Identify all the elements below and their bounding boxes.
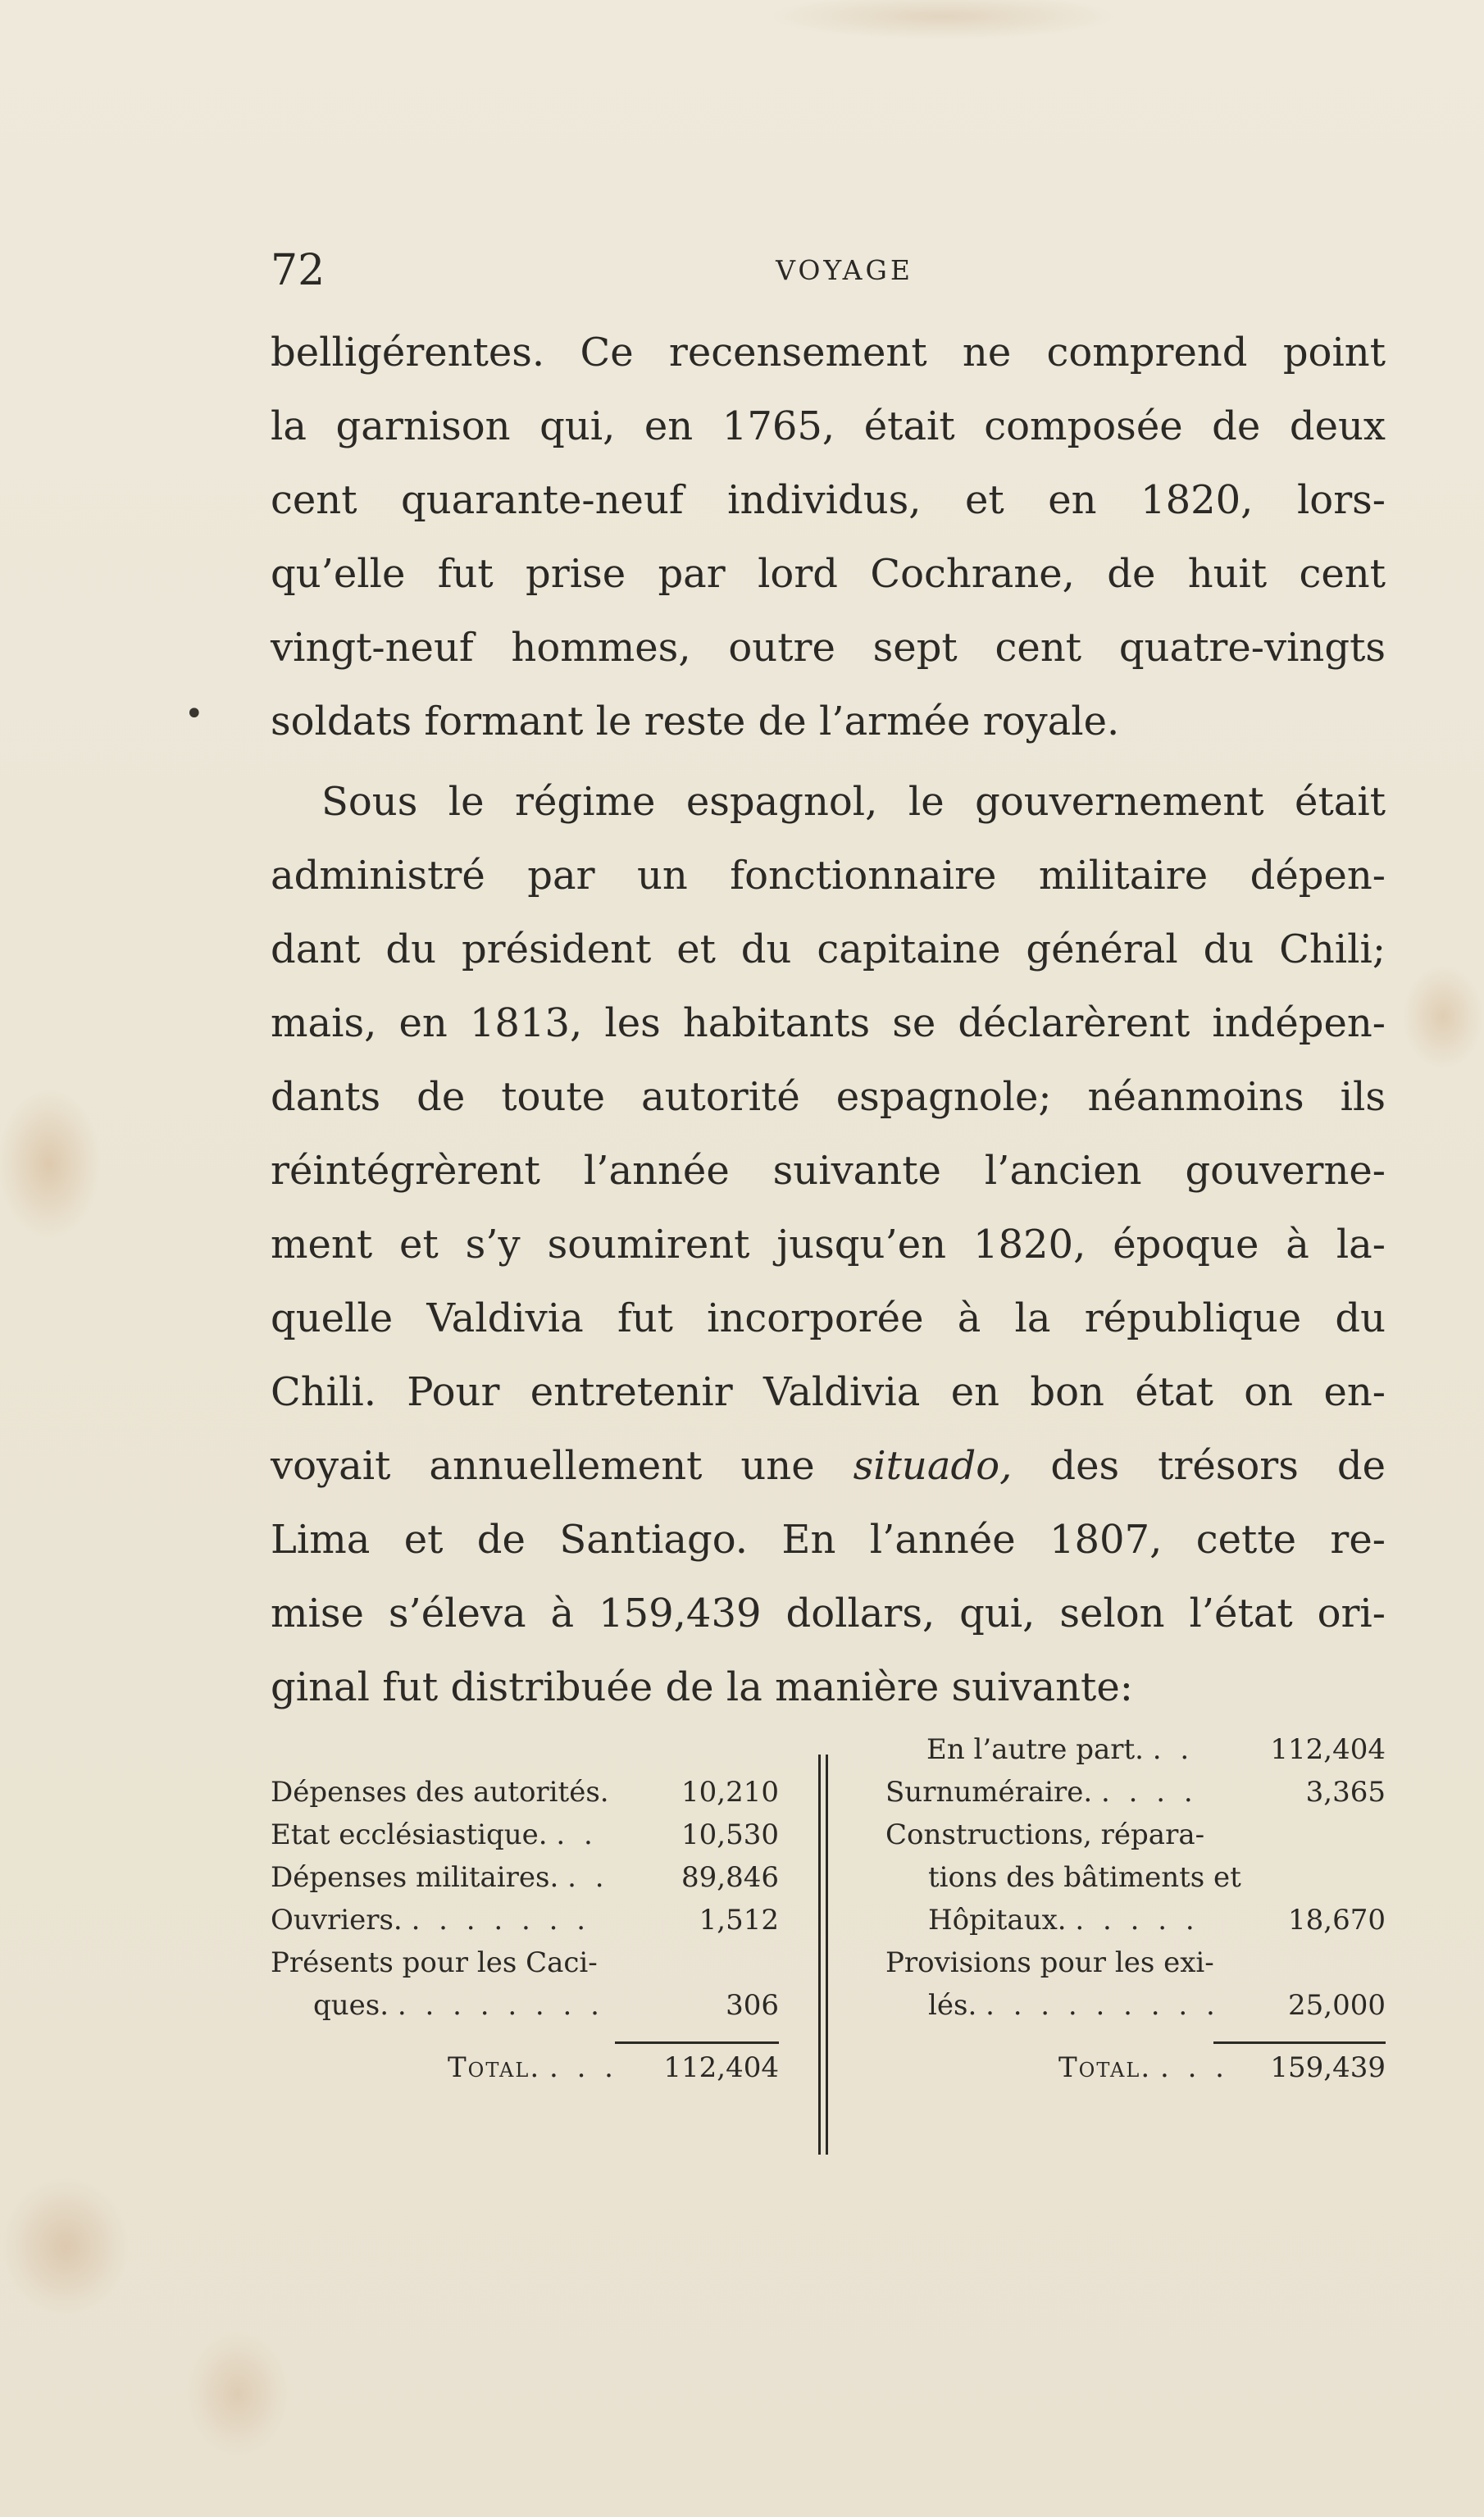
- leader-dots: . .: [1152, 1733, 1195, 1766]
- paragraph-2: [271, 765, 1386, 1724]
- text-line: belligérentes. Ce recensement ne comprend point: [271, 330, 1386, 376]
- account-label: Hôpitaux.: [928, 1904, 1067, 1937]
- account-right-column: [885, 1728, 1386, 2089]
- leader-dots: . . .: [549, 2051, 618, 2084]
- account-amount: 1,512: [699, 1904, 779, 1937]
- text-line: cent quarante-neuf individus, et en 1820, lors-: [271, 477, 1386, 523]
- text-line: la garnison qui, en 1765, était composée de deux: [271, 403, 1386, 449]
- account-label: ques.: [313, 1989, 389, 2022]
- account-row: [271, 1771, 779, 1814]
- expense-account-table: [271, 1728, 1386, 2171]
- text-line: qu’elle fut prise par lord Cochrane, de huit cent: [271, 551, 1386, 597]
- account-label: lés.: [928, 1989, 977, 2022]
- account-row: [271, 1984, 779, 2027]
- account-label: Surnuméraire.: [885, 1776, 1093, 1809]
- account-label: Etat ecclésiastique.: [271, 1818, 548, 1851]
- account-total-row: [271, 2046, 779, 2089]
- text-segment: voyait annuellement une: [271, 1443, 815, 1489]
- account-row: [885, 1941, 1386, 1984]
- total-rule: [615, 2041, 779, 2044]
- paragraph-1: [271, 316, 1386, 758]
- total-label: Total.: [1058, 2051, 1152, 2084]
- italic-term: situado,: [853, 1443, 1013, 1489]
- text-line: réintégrèrent l’année suivante l’ancien gouverne-: [271, 1148, 1386, 1194]
- text-line: dant du président et du capitaine général du Chili;: [271, 926, 1386, 972]
- text-line: mise s’éleva à 159,439 dollars, qui, selon l’état ori-: [271, 1591, 1386, 1636]
- leader-dots: . . . . .: [1075, 1904, 1199, 1937]
- account-row: [885, 1814, 1386, 1856]
- account-amount: 18,670: [1288, 1904, 1386, 1937]
- leader-dots: . . . . . . . . .: [986, 1989, 1220, 2022]
- account-amount: 89,846: [681, 1861, 779, 1894]
- text-line: quelle Valdivia fut incorporée à la république du: [271, 1295, 1386, 1341]
- account-amount: 10,210: [681, 1776, 779, 1809]
- leader-dots: . .: [567, 1861, 609, 1894]
- account-amount: 3,365: [1305, 1776, 1386, 1809]
- account-total-row: [885, 2046, 1386, 2089]
- account-label: Dépenses des autorités.: [271, 1776, 609, 1809]
- text-line: Chili. Pour entretenir Valdivia en bon état on en-: [271, 1369, 1386, 1415]
- account-label: Provisions pour les exi-: [885, 1946, 1214, 1979]
- text-segment: des trésors de: [1050, 1443, 1386, 1489]
- total-amount: 112,404: [663, 2051, 779, 2084]
- text-line: administré par un fonctionnaire militaire dépen-: [271, 853, 1386, 899]
- leader-dots: . . . . . . .: [411, 1904, 591, 1937]
- leader-dots: . . . .: [1101, 1776, 1198, 1809]
- text-line: ment et s’y soumirent jusqu’en 1820, époque à la-: [271, 1222, 1386, 1268]
- account-row: [885, 1856, 1386, 1899]
- leader-dots: . .: [556, 1818, 598, 1851]
- running-title: VOYAGE: [776, 254, 913, 286]
- leader-dots: . . . . . . . .: [397, 1989, 604, 2022]
- account-label: Présents pour les Caci-: [271, 1946, 598, 1979]
- total-amount: 159,439: [1270, 2051, 1386, 2084]
- account-label: Ouvriers.: [271, 1904, 403, 1937]
- running-head: [271, 246, 1386, 295]
- text-line: ginal fut distribuée de la manière suivante:: [271, 1664, 1133, 1710]
- account-left-column: [271, 1771, 779, 2089]
- account-amount: 306: [726, 1989, 779, 2022]
- account-amount: 25,000: [1288, 1989, 1386, 2022]
- account-row: [885, 1899, 1386, 1941]
- total-rule: [1213, 2041, 1386, 2044]
- account-row: [271, 1814, 779, 1856]
- account-carried-forward-row: [885, 1728, 1386, 1771]
- page-number: 72: [271, 246, 325, 295]
- text-line: Sous le régime espagnol, le gouvernement était: [321, 779, 1386, 825]
- carried-label: En l’autre part.: [926, 1733, 1144, 1766]
- carried-amount: 112,404: [1270, 1733, 1386, 1766]
- account-label: Dépenses militaires.: [271, 1861, 559, 1894]
- account-label: tions des bâtiments et: [928, 1861, 1241, 1894]
- text-line: dants de toute autorité espagnole; néanmoins ils: [271, 1074, 1386, 1120]
- text-line: Lima et de Santiago. En l’année 1807, cette re-: [271, 1517, 1386, 1563]
- account-amount: 10,530: [681, 1818, 779, 1851]
- account-row: [271, 1941, 779, 1984]
- text-line: vingt-neuf hommes, outre sept cent quatre-vingts: [271, 625, 1386, 671]
- column-divider: [818, 1755, 828, 2155]
- account-label: Constructions, répara-: [885, 1818, 1205, 1851]
- account-row: [271, 1899, 779, 1941]
- body-text: [271, 316, 1386, 1724]
- margin-mark: •: [184, 695, 204, 733]
- text-line: mais, en 1813, les habitants se déclarèrent indépen-: [271, 1000, 1386, 1046]
- account-row: [885, 1771, 1386, 1814]
- account-row: [885, 1984, 1386, 2027]
- text-line-with-italic: [271, 1429, 1386, 1503]
- account-row: [271, 1856, 779, 1899]
- leader-dots: . . .: [1159, 2051, 1229, 2084]
- total-label: Total.: [448, 2051, 541, 2084]
- text-line: soldats formant le reste de l’armée royale.: [271, 699, 1120, 744]
